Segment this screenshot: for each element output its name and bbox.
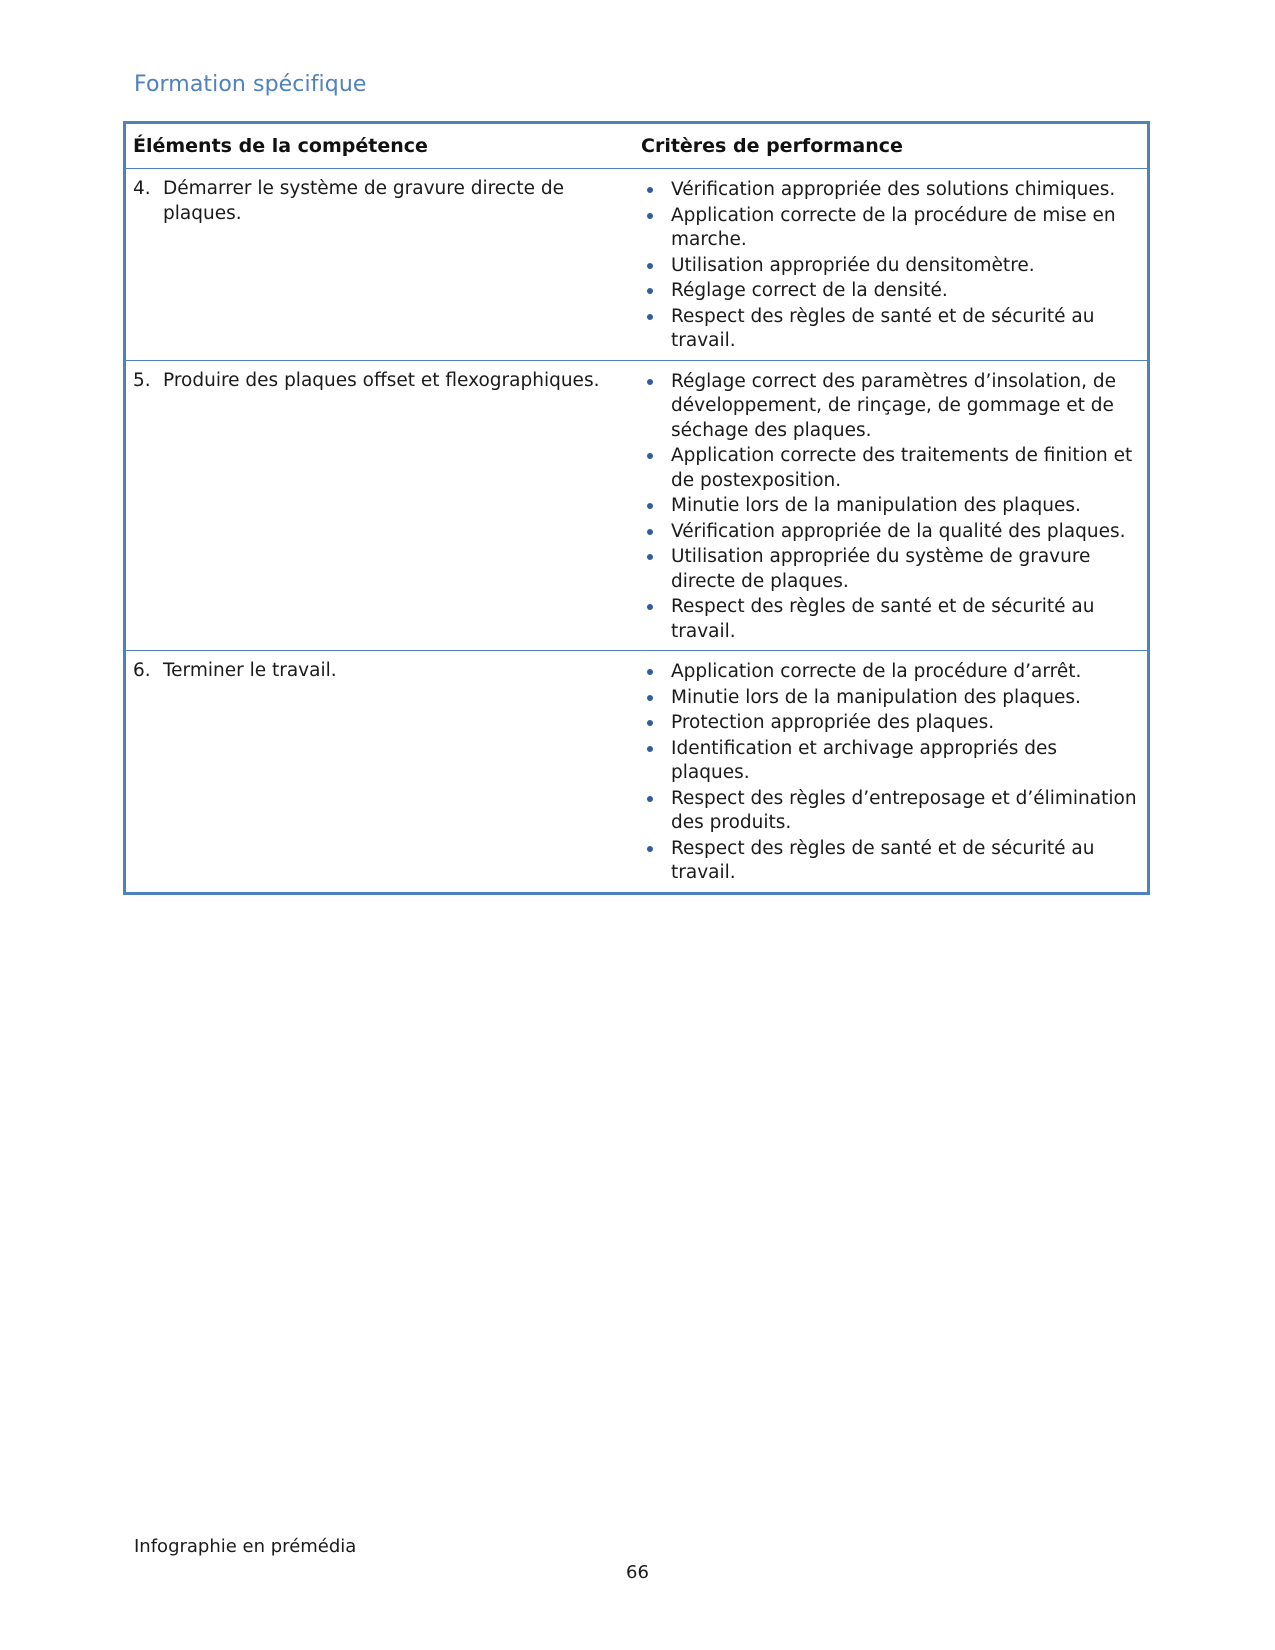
- bullet-icon: [641, 178, 671, 203]
- criterion-text: Réglage correct de la densité.: [671, 280, 948, 301]
- criterion-text: Utilisation appropriée du densitomètre.: [671, 254, 1035, 276]
- bullet-icon: [641, 737, 671, 786]
- criterion-text: Minutie lors de la manipulation des plaques.: [671, 495, 1081, 516]
- criteria-cell: [639, 651, 1147, 892]
- bullet-icon: [641, 787, 671, 836]
- bullet-icon: [641, 494, 671, 519]
- element-text: Démarrer le système de gravure directe de plaques.: [163, 178, 564, 224]
- criterion-text: Application correcte des traitements de finition et de postexposition.: [671, 445, 1133, 491]
- list-item: [641, 595, 1137, 644]
- criterion-text: Protection appropriée des plaques.: [671, 712, 995, 733]
- list-item: [641, 178, 1137, 203]
- column-header-criteria: Critères de performance: [639, 124, 1147, 169]
- criterion-text: Application correcte de la procédure de mise en marche.: [671, 204, 1116, 250]
- competence-table: [123, 121, 1150, 895]
- bullet-icon: [641, 837, 671, 886]
- bullet-icon: [641, 595, 671, 644]
- criterion-text: Réglage correct des paramètres d’insolation, de développement, de rinçage, de gommage et de séchage des plaques.: [671, 370, 1116, 441]
- list-item: [641, 520, 1137, 545]
- criteria-cell: [639, 169, 1147, 361]
- list-item: [641, 494, 1137, 519]
- bullet-icon: [641, 545, 671, 594]
- element-number: 6.: [133, 660, 151, 681]
- list-item: [641, 837, 1137, 886]
- element-number: 4.: [133, 178, 151, 199]
- criteria-list: [641, 370, 1137, 645]
- list-item: [641, 279, 1137, 304]
- criteria-list: [641, 660, 1137, 886]
- element-cell: [126, 169, 639, 361]
- criterion-text: Vérification appropriée des solutions chimiques.: [671, 179, 1116, 200]
- bullet-icon: [641, 279, 671, 304]
- table-row: [126, 169, 1147, 361]
- bullet-icon: [641, 711, 671, 736]
- list-item: [641, 370, 1137, 444]
- criteria-cell: [639, 360, 1147, 651]
- bullet-icon: [641, 254, 671, 279]
- list-item: [641, 204, 1137, 253]
- bullet-icon: [641, 686, 671, 711]
- page-title: Formation spécifique: [134, 72, 367, 97]
- list-item: [641, 711, 1137, 736]
- criterion-text: Respect des règles de santé et de sécurité au travail.: [671, 596, 1095, 642]
- element-text: Terminer le travail.: [163, 660, 337, 681]
- element-cell: [126, 360, 639, 651]
- criterion-text: Minutie lors de la manipulation des plaques.: [671, 686, 1081, 708]
- bullet-icon: [641, 305, 671, 354]
- footer-document-title: Infographie en prémédia: [134, 1536, 357, 1557]
- list-item: [641, 545, 1137, 594]
- table-row: [126, 360, 1147, 651]
- page-number: 66: [626, 1562, 649, 1583]
- bullet-icon: [641, 520, 671, 545]
- bullet-icon: [641, 444, 671, 493]
- list-item: [641, 686, 1137, 711]
- list-item: [641, 444, 1137, 493]
- column-header-elements: Éléments de la compétence: [126, 124, 639, 169]
- criterion-text: Vérification appropriée de la qualité des plaques.: [671, 520, 1126, 542]
- criterion-text: Application correcte de la procédure d’arrêt.: [671, 661, 1082, 682]
- list-item: [641, 787, 1137, 836]
- list-item: [641, 305, 1137, 354]
- list-item: [641, 660, 1137, 685]
- element-cell: [126, 651, 639, 892]
- criteria-list: [641, 178, 1137, 354]
- bullet-icon: [641, 660, 671, 685]
- table-row: [126, 651, 1147, 892]
- bullet-icon: [641, 204, 671, 253]
- criterion-text: Utilisation appropriée du système de gravure directe de plaques.: [671, 546, 1091, 592]
- bullet-icon: [641, 370, 671, 444]
- criterion-text: Respect des règles d’entreposage et d’élimination des produits.: [671, 787, 1137, 833]
- element-number: 5.: [133, 369, 151, 391]
- table-header-row: [126, 124, 1147, 169]
- criterion-text: Respect des règles de santé et de sécurité au travail.: [671, 837, 1095, 883]
- element-text: Produire des plaques offset et flexographiques.: [163, 369, 600, 391]
- list-item: [641, 254, 1137, 279]
- list-item: [641, 737, 1137, 786]
- criterion-text: Respect des règles de santé et de sécurité au travail.: [671, 305, 1095, 351]
- criterion-text: Identification et archivage appropriés des plaques.: [671, 737, 1058, 783]
